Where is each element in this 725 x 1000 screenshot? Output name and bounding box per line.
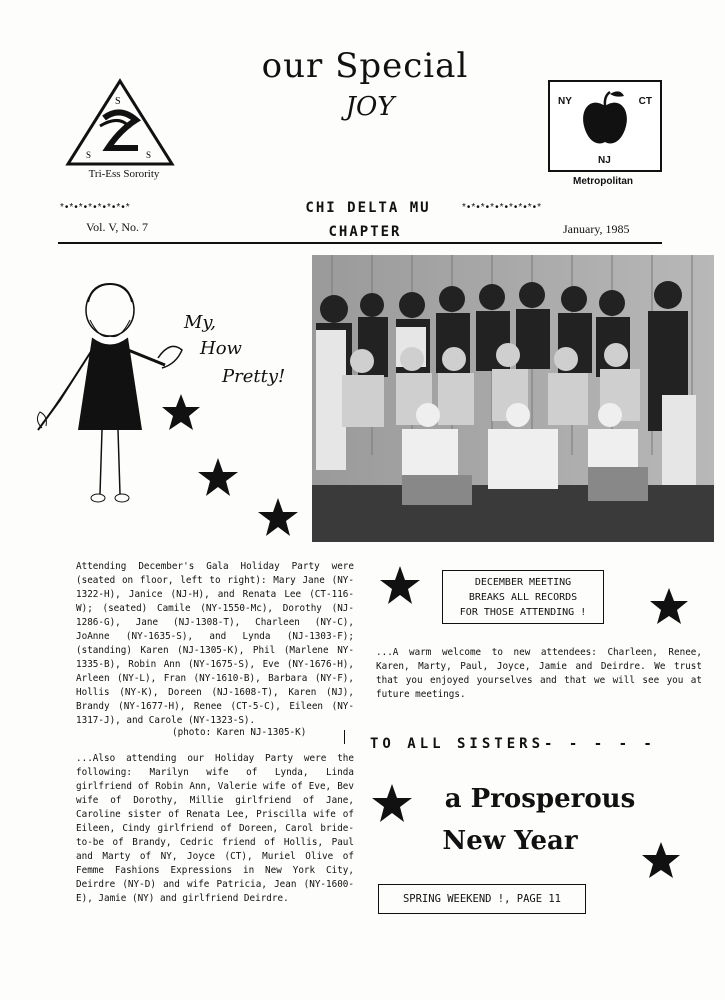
masthead-rule [58, 242, 662, 244]
issue-date: January, 1985 [563, 222, 630, 236]
welcome-article: ...A warm welcome to new attendees: Charleen, Renee, Karen, Marty, Paul, Joyce, Jamie and Deirdre. We trust that you enjoyed yourselves and that we will see you at future meetings. [376, 647, 702, 700]
newsletter-title: our Special [261, 46, 469, 86]
metropolitan-logo [548, 80, 662, 172]
also-attending-article: ...Also attending our Holiday Party were the following: Marilyn wife of Lynda, Linda girlfriend of Robin Ann, Valerie wife of Eve, Bev wife of Dorothy, Millie girlfriend of Jane, Caroline sister of Renata Lee, Priscilla wife of Eileen, Cindy girlfriend of Doreen, Carol bride-to-be of Brandy, Cedric friend of Hollis, Paul and Marty of NY, Joyce (CT), Muriel Olive of Femme Fashions Expressions in New York City, Deirdre (NY-D) and wife Patricia, Jean (NY-1600-E), Jamie (NY) and girlfriend Deirdre. [76, 753, 354, 904]
star-icon [370, 782, 414, 824]
sorority-caption: Tri-Ess Sorority [88, 168, 160, 180]
photo-credit: (photo: Karen NJ-1305-K) [172, 727, 307, 738]
sorority-symbol-bottom-right: S [146, 150, 152, 160]
meeting-headline-box [442, 570, 604, 624]
spring-weekend-box: SPRING WEEKEND !, PAGE 11 [378, 884, 586, 914]
star-icon [256, 496, 300, 538]
prosperous-headline: a Prosperous [444, 784, 636, 814]
caption-pretty: Pretty! [222, 366, 286, 387]
star-icon [640, 840, 682, 880]
caption-my: My, [184, 312, 216, 333]
tri-ess-logo [64, 78, 176, 168]
star-icon [648, 586, 690, 626]
apple-icon [580, 88, 630, 150]
meeting-line-1: DECEMBER MEETING [474, 577, 572, 588]
meeting-line-2: BREAKS ALL RECORDS [468, 592, 578, 603]
metropolitan-caption: Metropolitan [573, 176, 633, 187]
metro-ny-label: NY [558, 96, 572, 107]
star-border-left: *•*•*•*•*•*•*•* [60, 202, 131, 213]
star-icon [160, 392, 202, 432]
star-icon [196, 456, 240, 498]
chapter-label: CHAPTER [328, 224, 402, 240]
newsletter-title-joy: JOY [345, 92, 395, 122]
new-year-headline: New Year [442, 826, 578, 856]
attending-article: Attending December's Gala Holiday Party were (seated on floor, left to right): Mary Jane (NY-1322-H), Janice (NJ-H), and Renata Lee (CT-116-W); (seated) Camile (NY-1550-Mc), Dorothy (NJ-1286-G), Jane (NJ-1308-T), Charleen (NY-C), JoAnne (NY-1635-S), and Lynda (NJ-1303-F); (standing) Karen (NJ-1305-K), Phil (Marlene NY-1335-B), Robin Ann (NY-1675-S), Eve (NY-1676-H), Arleen (NY-L), Fran (NY-1610-B), Barbara (NY-F), Hollis (NY-K), Doreen (NJ-1608-T), Karen (NJ), Brandy (NY-1677-H), Renee (CT-5-C), Eileen (NY-1317-J), and Carole (NY-1323-S). [76, 561, 354, 726]
star-border-right: *•*•*•*•*•*•*•*•* [462, 202, 543, 213]
sorority-symbol-bottom-left: S [86, 150, 92, 160]
star-icon [378, 564, 422, 606]
volume-number: Vol. V, No. 7 [86, 220, 149, 234]
meeting-line-3: FOR THOSE ATTENDING ! [459, 607, 587, 618]
metro-ct-label: CT [638, 96, 652, 107]
group-photo-image [312, 255, 714, 542]
caption-how: How [200, 338, 242, 359]
metro-nj-label: NJ [598, 155, 611, 166]
sorority-symbol-top: S [115, 96, 121, 107]
group-photo [312, 255, 714, 542]
to-all-sisters: TO ALL SISTERS- - - - - [370, 736, 656, 752]
chapter-name: CHI DELTA MU [305, 200, 431, 216]
column-divider [344, 730, 345, 744]
